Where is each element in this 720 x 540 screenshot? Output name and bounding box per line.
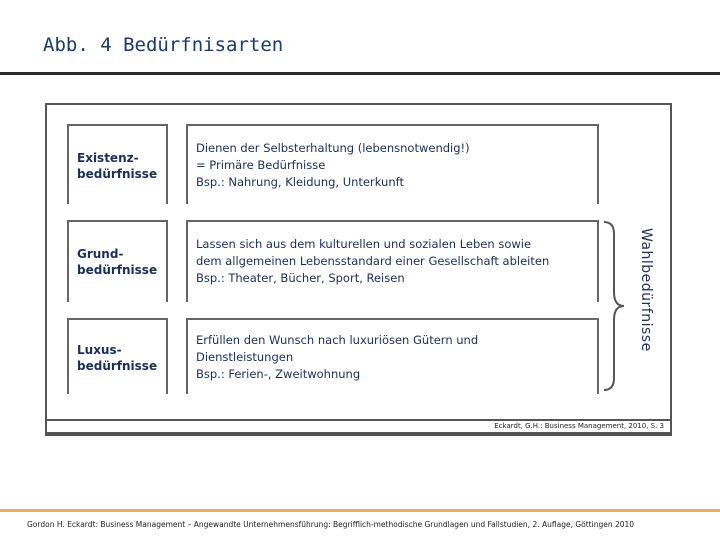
description-line: Bsp.: Theater, Bücher, Sport, Reisen <box>196 271 405 285</box>
category-label-luxury: Luxus- bedürfnisse <box>77 343 158 373</box>
category-box-existence <box>67 124 168 204</box>
footer-citation: Gordon H. Eckardt: Business Management – Angewandte Unternehmensführung: Begrifflich-methodische Grundlagen und Fallstudien, 2. Auflage, Göttingen 2010 <box>27 520 635 529</box>
figure-footer <box>45 419 672 436</box>
figure-source: Eckardt, G.H.: Business Management, 2010, S. 3 <box>494 422 664 430</box>
page-title: Abb. 4 Bedürfnisarten <box>43 34 284 56</box>
category-box-basic <box>67 220 168 302</box>
description-line: Bsp.: Nahrung, Kleidung, Unterkunft <box>196 175 404 189</box>
category-box-luxury <box>67 318 168 394</box>
curly-brace-icon <box>600 220 630 392</box>
category-label-basic: Grund- bedürfnisse <box>77 247 158 277</box>
footer-divider <box>0 509 720 512</box>
side-label-text: Wahlbedürfnisse <box>638 228 654 352</box>
category-label-existence: Existenz- bedürfnisse <box>77 151 158 181</box>
description-line: Dienen der Selbsterhaltung (lebensnotwendig!) <box>196 141 470 155</box>
title-divider <box>0 72 720 75</box>
description-line: dem allgemeinen Lebensstandard einer Gesellschaft ableiten <box>196 254 550 268</box>
description-line: Erfüllen den Wunsch nach luxuriösen Gütern und <box>196 333 479 347</box>
description-line: = Primäre Bedürfnisse <box>196 158 326 172</box>
side-label-wahlbeduerfnisse <box>639 228 657 368</box>
description-box-existence <box>186 124 599 204</box>
description-box-luxury <box>186 318 599 394</box>
description-line: Lassen sich aus dem kulturellen und sozialen Leben sowie <box>196 237 532 251</box>
description-line: Dienstleistungen <box>196 350 294 364</box>
description-box-basic <box>186 220 599 302</box>
description-line: Bsp.: Ferien-, Zweitwohnung <box>196 367 361 381</box>
